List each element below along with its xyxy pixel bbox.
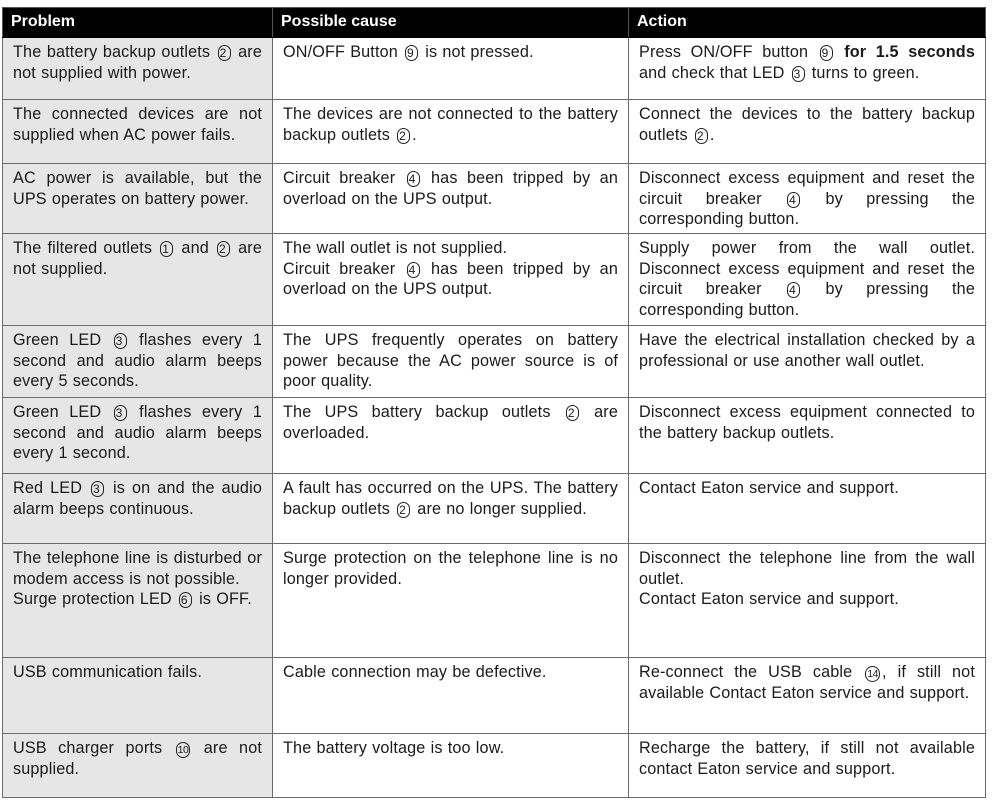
- cell-text-line: USB charger ports 10 are not supplied.: [13, 739, 262, 778]
- cell-text-line: Re-connect the USB cable 14 , if still not available Contact Eaton service and support.: [639, 663, 975, 702]
- table-row: [3, 326, 986, 398]
- table-body: [3, 38, 986, 798]
- circled-number-1: 1: [160, 241, 173, 257]
- table-row: [3, 474, 986, 544]
- troubleshooting-table: [2, 7, 986, 798]
- cell-text-line: Connect the devices to the battery backup outlets 2 .: [639, 105, 975, 144]
- header-row: [3, 8, 986, 38]
- action-cell: [629, 164, 986, 234]
- cell-text-line: The UPS battery backup outlets 2 are overloaded.: [283, 403, 618, 442]
- circled-number-9: 9: [820, 45, 833, 61]
- problem-cell: [3, 658, 273, 734]
- header-problem: Problem: [3, 8, 273, 38]
- possible-cause-cell: [273, 398, 629, 474]
- table-row: [3, 734, 986, 798]
- cell-text-line: ON/OFF Button 9 is not pressed.: [283, 43, 534, 61]
- table-row: [3, 164, 986, 234]
- circled-number-9: 9: [405, 45, 418, 61]
- action-cell: [629, 544, 986, 658]
- problem-cell: [3, 164, 273, 234]
- action-cell: [629, 38, 986, 100]
- table-row: [3, 398, 986, 474]
- header-possible-cause: Possible cause: [273, 8, 629, 38]
- cell-text-line: The wall outlet is not supplied.: [283, 239, 508, 257]
- action-cell: [629, 734, 986, 798]
- possible-cause-cell: [273, 734, 629, 798]
- circled-number-3: 3: [91, 481, 104, 497]
- circled-number-10: 10: [177, 744, 189, 756]
- cell-text-line: Disconnect the telephone line from the wall outlet.: [639, 549, 975, 588]
- cell-text-line: The filtered outlets 1 and 2 are not supplied.: [13, 239, 262, 278]
- cell-text-line: The telephone line is disturbed or modem access is not possible.: [13, 549, 262, 588]
- circled-number-2: 2: [695, 128, 708, 144]
- possible-cause-cell: [273, 100, 629, 164]
- cell-text-line: Recharge the battery, if still not available contact Eaton service and support.: [639, 739, 975, 778]
- action-cell: [629, 100, 986, 164]
- cell-text-line: The connected devices are not supplied when AC power fails.: [13, 105, 262, 144]
- table-row: [3, 100, 986, 164]
- circled-number-3: 3: [792, 66, 805, 82]
- cell-text-line: The UPS frequently operates on battery power because the AC power source is of poor quality.: [283, 331, 618, 390]
- cell-text-line: Red LED 3 is on and the audio alarm beeps continuous.: [13, 479, 262, 518]
- cell-text-line: Circuit breaker 4 has been tripped by an overload on the UPS output.: [283, 259, 618, 298]
- possible-cause-cell: [273, 544, 629, 658]
- problem-cell: [3, 234, 273, 326]
- circled-number-14: 14: [867, 668, 878, 680]
- action-cell: [629, 326, 986, 398]
- problem-cell: [3, 100, 273, 164]
- cell-text-line: Contact Eaton service and support.: [639, 590, 899, 608]
- cell-text-line: The battery voltage is too low.: [283, 739, 505, 757]
- cell-text-line: USB communication fails.: [13, 663, 203, 681]
- problem-cell: [3, 38, 273, 100]
- cell-text-line: Green LED 3 flashes every 1 second and audio alarm beeps every 5 seconds.: [13, 331, 262, 390]
- action-cell: [629, 658, 986, 734]
- table-row: [3, 658, 986, 734]
- cell-text-line: Surge protection on the telephone line is no longer provided.: [283, 549, 618, 588]
- possible-cause-cell: [273, 474, 629, 544]
- possible-cause-cell: [273, 164, 629, 234]
- header-action: Action: [629, 8, 986, 38]
- circled-number-4: 4: [787, 282, 800, 298]
- table-row: [3, 234, 986, 326]
- cell-text-line: Green LED 3 flashes every 1 second and audio alarm beeps every 1 second.: [13, 403, 262, 462]
- circled-number-2: 2: [218, 45, 231, 61]
- problem-cell: [3, 734, 273, 798]
- cell-text-line: AC power is available, but the UPS operates on battery power.: [13, 169, 262, 208]
- problem-cell: [3, 544, 273, 658]
- cell-text-line: Contact Eaton service and support.: [639, 479, 899, 497]
- circled-number-2: 2: [566, 405, 579, 421]
- table-row: [3, 38, 986, 100]
- possible-cause-cell: [273, 38, 629, 100]
- circled-number-2: 2: [397, 502, 410, 518]
- circled-number-4: 4: [407, 262, 420, 278]
- problem-cell: [3, 474, 273, 544]
- circled-number-3: 3: [114, 405, 127, 421]
- cell-text-line: Disconnect excess equipment connected to the battery backup outlets.: [639, 403, 975, 442]
- cell-text-line: Press ON/OFF button 9 for 1.5 seconds and check that LED 3 turns to green.: [639, 43, 975, 82]
- problem-cell: [3, 326, 273, 398]
- table-row: [3, 544, 986, 658]
- cell-text-line: Disconnect excess equipment and reset the circuit breaker 4 by pressing the corresponding button.: [639, 169, 975, 228]
- cell-text-line: A fault has occurred on the UPS. The battery backup outlets 2 are no longer supplied.: [283, 479, 618, 518]
- circled-number-4: 4: [407, 171, 420, 187]
- possible-cause-cell: [273, 658, 629, 734]
- action-cell: [629, 398, 986, 474]
- circled-number-4: 4: [787, 192, 800, 208]
- circled-number-2: 2: [217, 241, 230, 257]
- bold-text: for 1.5 seconds: [844, 43, 975, 61]
- cell-text-line: Supply power from the wall outlet. Disconnect excess equipment and reset the circuit breaker 4 by pressing the corresponding button.: [639, 239, 975, 319]
- action-cell: [629, 234, 986, 326]
- problem-cell: [3, 398, 273, 474]
- cell-text-line: Circuit breaker 4 has been tripped by an overload on the UPS output.: [283, 169, 618, 208]
- cell-text-line: The devices are not connected to the battery backup outlets 2 .: [283, 105, 618, 144]
- circled-number-2: 2: [397, 128, 410, 144]
- possible-cause-cell: [273, 234, 629, 326]
- cell-text-line: Surge protection LED 6 is OFF.: [13, 590, 252, 608]
- cell-text-line: Have the electrical installation checked by a professional or use another wall outlet.: [639, 331, 975, 370]
- cell-text-line: Cable connection may be defective.: [283, 663, 547, 681]
- circled-number-6: 6: [179, 592, 192, 608]
- cell-text-line: The battery backup outlets 2 are not supplied with power.: [13, 43, 263, 82]
- action-cell: [629, 474, 986, 544]
- possible-cause-cell: [273, 326, 629, 398]
- circled-number-3: 3: [114, 333, 127, 349]
